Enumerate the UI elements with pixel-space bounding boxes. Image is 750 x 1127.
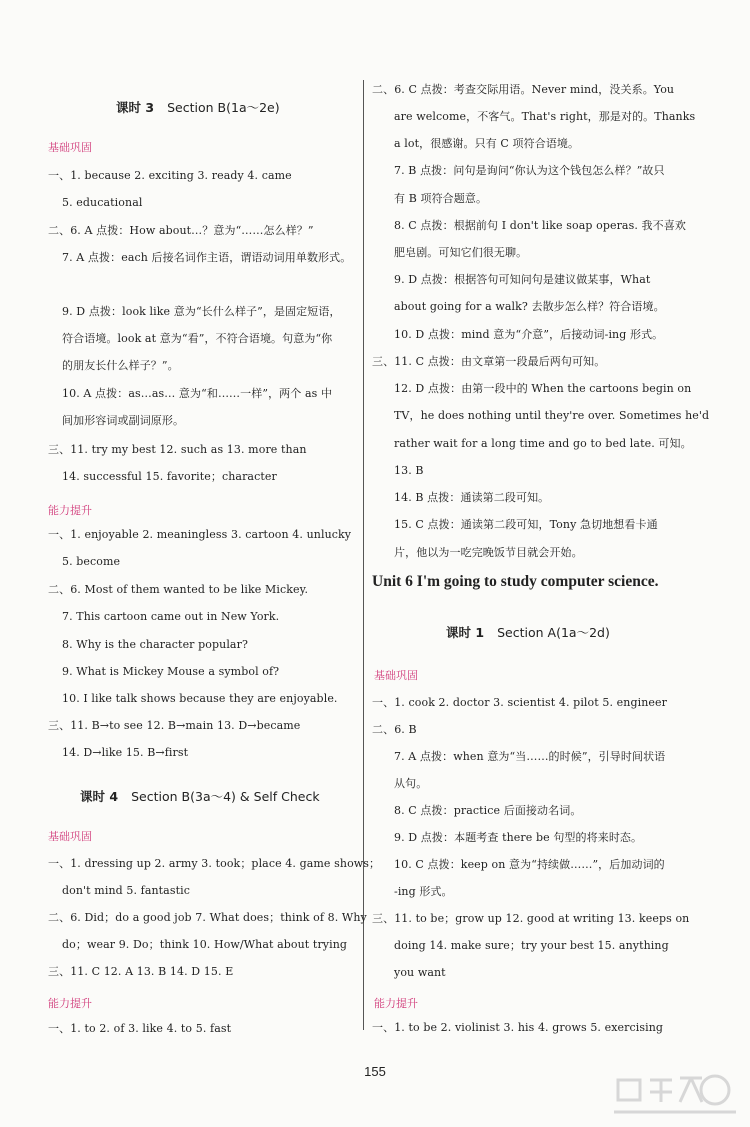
column-divider (363, 80, 364, 1030)
l3-line-7: 10. A 点拨：as…as… 意为“和……一样”，两个 as 中 (62, 387, 333, 400)
page-number: 155 (364, 1064, 386, 1079)
l3-basic-heading: 基础巩固 (48, 141, 92, 154)
l3-line-1: 5. educational (62, 196, 143, 209)
r-line-5: 9. D 点拨：本题考查 there be 句型的将来时态。 (394, 831, 643, 844)
r-top-line-16: 15. C 点拨：通读第二段可知，Tony 急切地想看卡通 (394, 518, 658, 531)
l3-ability-heading: 能力提升 (48, 504, 92, 517)
r-top-line-5: 8. C 点拨：根据前句 I don't like soap operas. 我不喜欢 (394, 219, 686, 232)
r-top-line-1: are welcome，不客气。That's right，那是对的。Thanks (394, 110, 696, 123)
r-top-line-2: a lot，很感谢。只有 C 项符合语境。 (394, 137, 580, 150)
l3-line-8: 间加形容词或副词原形。 (62, 414, 185, 427)
r-top-line-8: about going for a walk? 去散步怎么样？符合语境。 (394, 300, 665, 313)
r-line-0: 一、1. cook 2. doctor 3. scientist 4. pilot 5. engineer (372, 696, 668, 709)
l3-ab-line-5: 9. What is Mickey Mouse a symbol of? (62, 665, 280, 678)
r-ability-heading: 能力提升 (374, 997, 418, 1010)
r-top-line-17: 片，他以为一吃完晚饭节目就会开始。 (394, 546, 583, 559)
l4-line-1: don't mind 5. fantastic (62, 884, 190, 897)
r-top-line-7: 9. D 点拨：根据答句可知问句是建议做某事，What (394, 273, 651, 286)
l3-line-10: 14. successful 15. favorite；character (62, 470, 277, 483)
l4-basic-heading: 基础巩固 (48, 830, 92, 843)
r-line-3: 从句。 (394, 777, 428, 790)
l3-ab-line-3: 7. This cartoon came out in New York. (62, 610, 280, 623)
lesson1-heading: 课时 1 Section A(1a～2d) (446, 625, 610, 640)
r-top-line-9: 10. D 点拨：mind 意为“介意”，后接动词-ing 形式。 (394, 328, 664, 341)
l3-ab-line-4: 8. Why is the character popular? (62, 638, 248, 651)
l3-line-6: 的朋友长什么样子？”。 (62, 359, 179, 372)
r-top-line-14: 13. B (394, 464, 424, 477)
l3-line-5: 符合语境。look at 意为“看”，不符合语境。句意为“你 (62, 332, 333, 345)
lesson4-heading: 课时 4 Section B(3a～4) & Self Check (80, 789, 320, 804)
r-top-line-13: rather wait for a long time and go to bed late. 可知。 (394, 437, 692, 450)
r-line-7: -ing 形式。 (394, 885, 453, 898)
l4-ability-heading: 能力提升 (48, 997, 92, 1010)
l4-ab-line-0: 一、1. to 2. of 3. like 4. to 5. fast (48, 1022, 232, 1035)
l3-line-3: 7. A 点拨：each 后接名词作主语，谓语动词用单数形式。 (62, 251, 352, 264)
r-line-2: 7. A 点拨：when 意为“当……的时候”，引导时间状语 (394, 750, 666, 763)
r-line-1: 二、6. B (372, 723, 417, 736)
r-top-line-11: 12. D 点拨：由第一段中的 When the cartoons begin on (394, 382, 692, 395)
r-top-line-12: TV，he does nothing until they're over. Sometimes he'd (394, 409, 710, 422)
l4-line-0: 一、1. dressing up 2. army 3. took；place 4. game shows； (48, 857, 381, 870)
r-line-4: 8. C 点拨：practice 后面接动名词。 (394, 804, 582, 817)
l3-line-9: 三、11. try my best 12. such as 13. more than (48, 443, 307, 456)
l3-ab-line-1: 5. become (62, 555, 121, 568)
l3-line-4: 9. D 点拨：look like 意为“长什么样子”，是固定短语， (62, 305, 341, 318)
l3-ab-line-8: 14. D→like 15. B→first (62, 746, 189, 759)
unit-title: Unit 6 I'm going to study computer science. (372, 573, 659, 590)
l3-line-0: 一、1. because 2. exciting 3. ready 4. came (48, 169, 292, 182)
l4-line-4: 三、11. C 12. A 13. B 14. D 15. E (48, 965, 234, 978)
r-line-10: you want (394, 966, 446, 979)
l3-ab-line-7: 三、11. B→to see 12. B→main 13. D→became (48, 719, 301, 732)
r-basic-heading: 基础巩固 (374, 669, 418, 682)
r-line-9: doing 14. make sure；try your best 15. anything (394, 939, 669, 952)
l3-ab-line-6: 10. I like talk shows because they are enjoyable. (62, 692, 338, 705)
r-top-line-3: 7. B 点拨：问句是询问“你认为这个钱包怎么样？”故只 (394, 164, 665, 177)
r-top-line-15: 14. B 点拨：通读第二段可知。 (394, 491, 550, 504)
r-line-8: 三、11. to be；grow up 12. good at writing 13. keeps on (372, 912, 690, 925)
lesson3-heading: 课时 3 Section B(1a～2e) (116, 100, 280, 115)
l3-ab-line-2: 二、6. Most of them wanted to be like Mickey. (48, 583, 309, 596)
l4-line-2: 二、6. Did；do a good job 7. What does；think of 8. Why (48, 911, 367, 924)
l3-line-2: 二、6. A 点拨：How about…？意为“……怎么样？” (48, 224, 314, 237)
mxqe-watermark-icon (610, 1072, 740, 1122)
r-top-line-10: 三、11. C 点拨：由文章第一段最后两句可知。 (372, 355, 606, 368)
r-top-line-4: 有 B 项符合题意。 (394, 192, 488, 205)
l4-line-3: do；wear 9. Do；think 10. How/What about trying (62, 938, 348, 951)
r-ab-line-0: 一、1. to be 2. violinist 3. his 4. grows 5. exercising (372, 1021, 664, 1034)
r-line-6: 10. C 点拨：keep on 意为“持续做……”，后加动词的 (394, 858, 665, 871)
r-top-line-0: 二、6. C 点拨：考查交际用语。Never mind，没关系。You (372, 83, 675, 96)
l3-ab-line-0: 一、1. enjoyable 2. meaningless 3. cartoon 4. unlucky (48, 528, 352, 541)
r-top-line-6: 肥皂剧。可知它们很无聊。 (394, 246, 528, 259)
